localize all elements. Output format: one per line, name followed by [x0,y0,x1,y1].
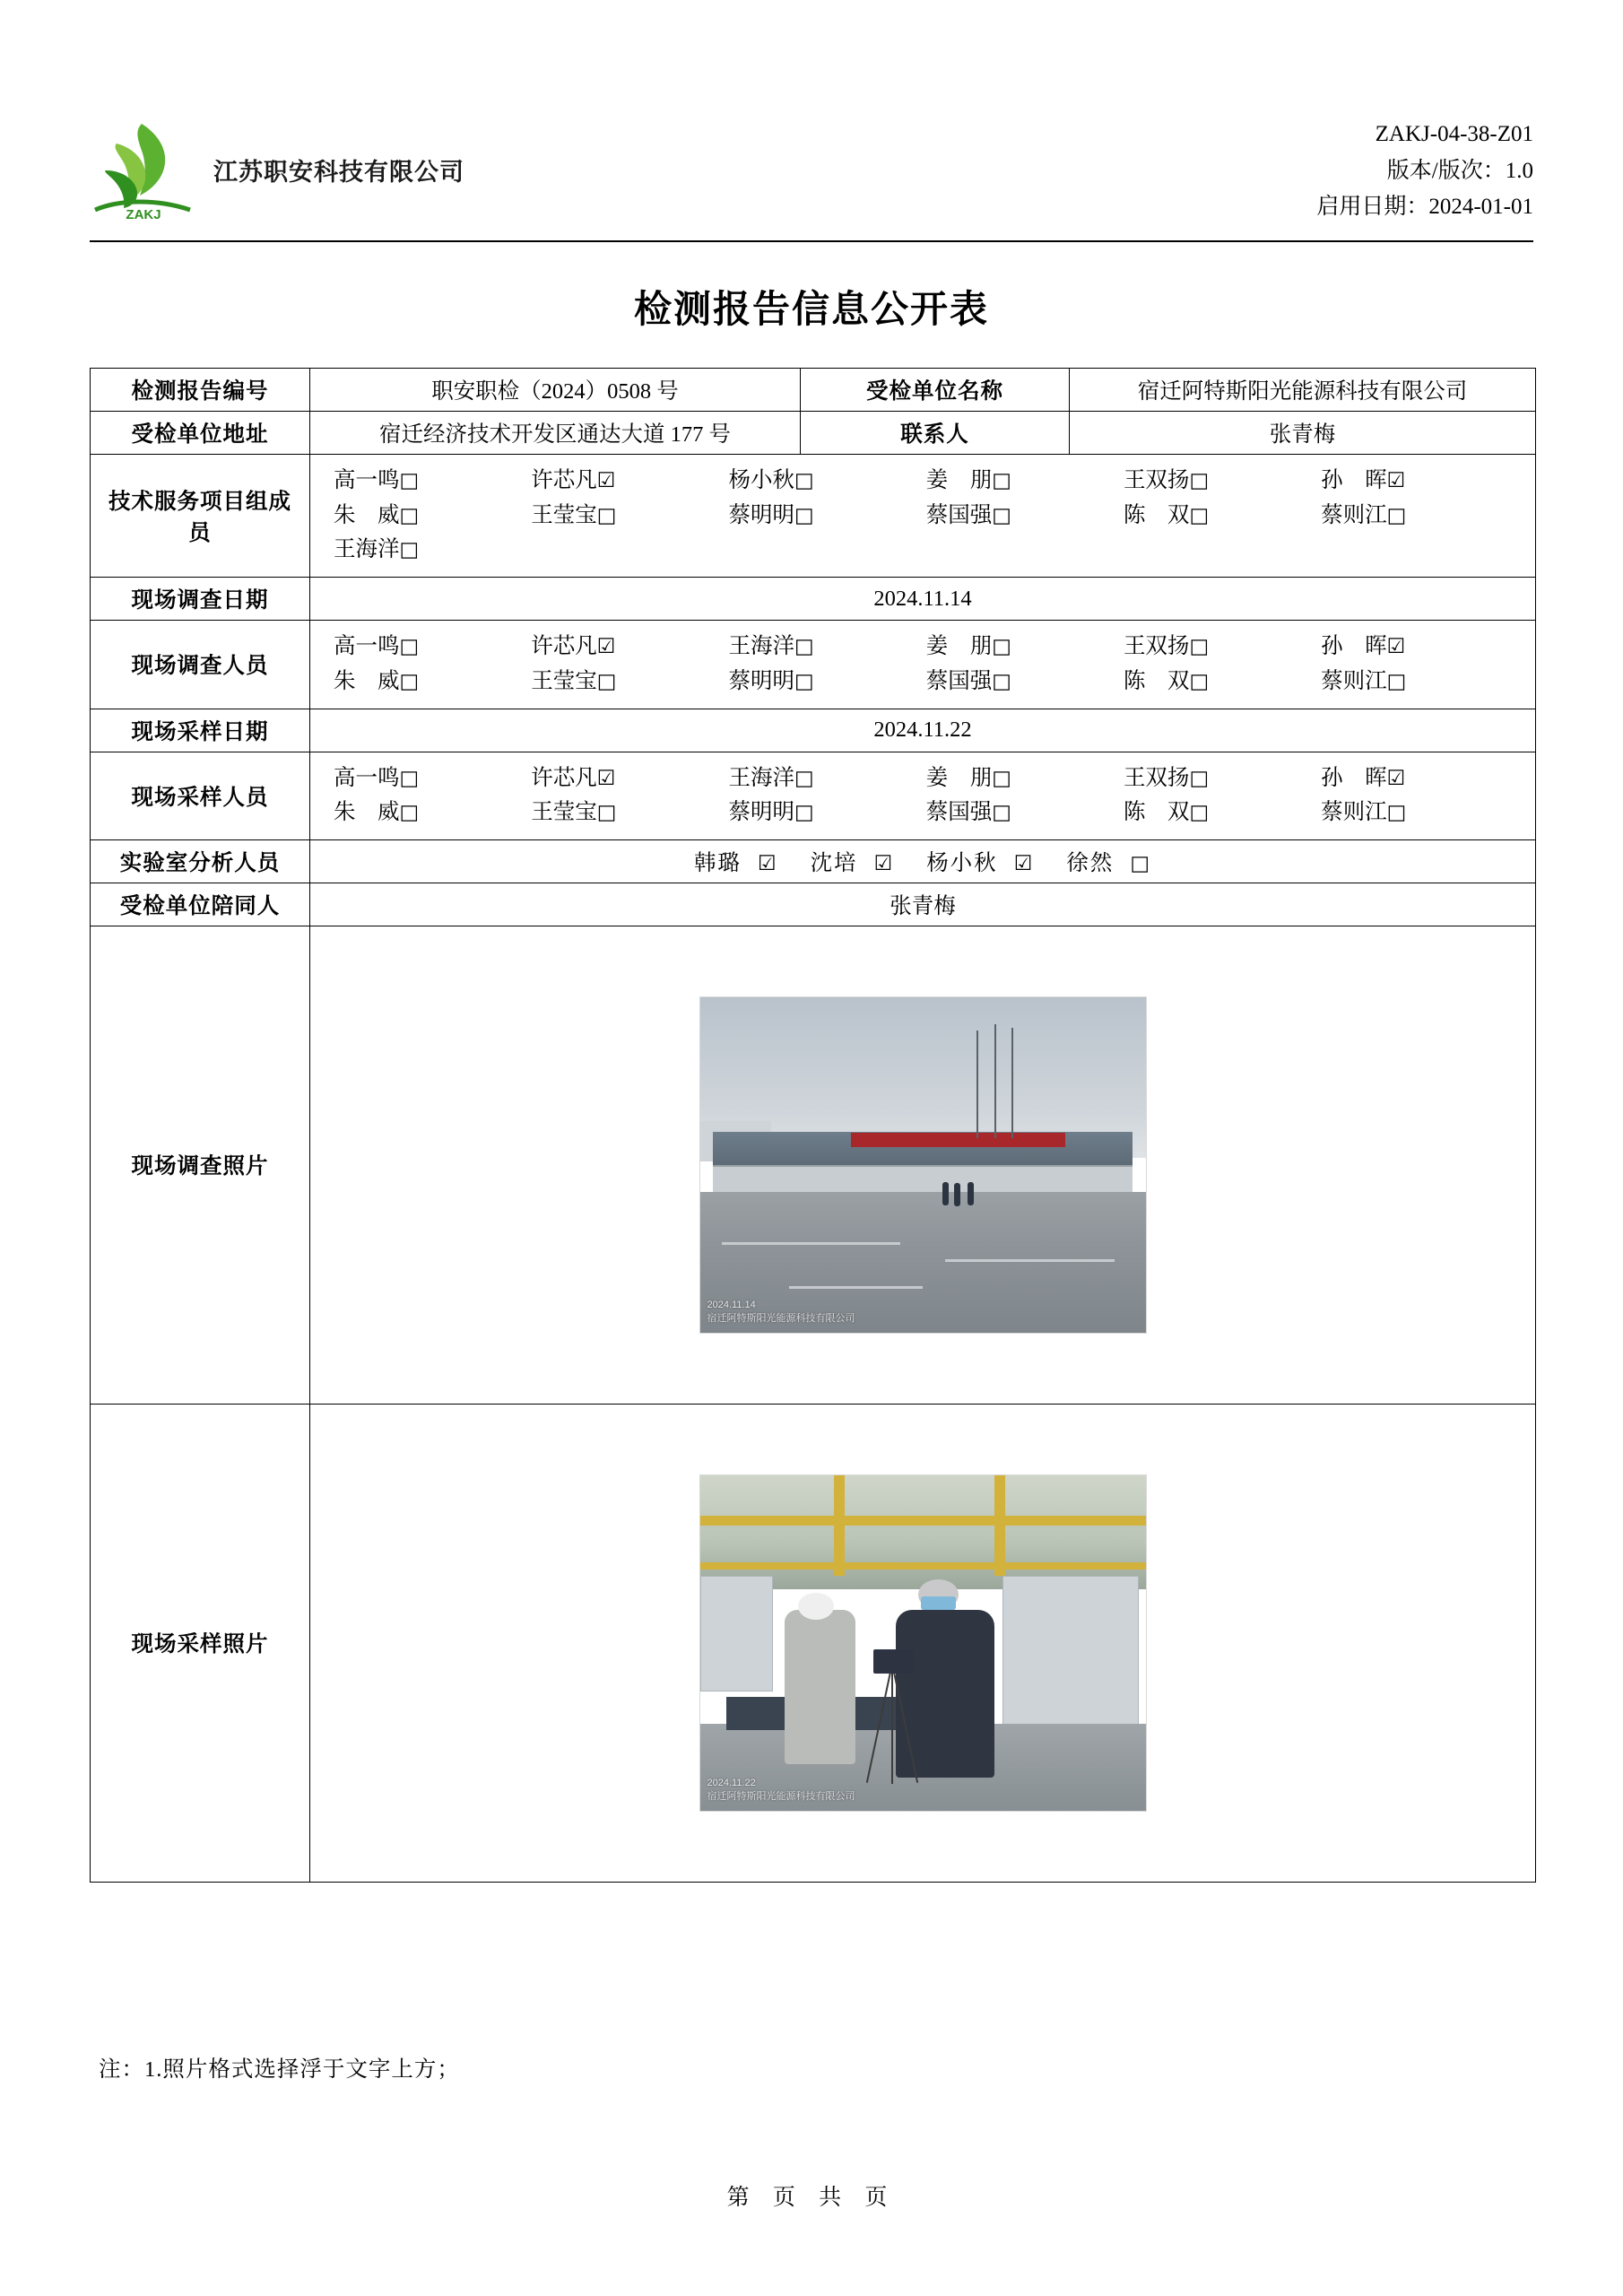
survey-staff-checkbox[interactable]: □ [1189,635,1210,659]
label-client-name: 受检单位名称 [801,369,1070,412]
table-row-lab-staff [91,839,1536,883]
survey-staff-checkbox[interactable]: □ [992,669,1011,693]
survey-staff-checkbox[interactable]: □ [794,669,814,693]
team-member-item[interactable] [1321,499,1518,534]
team-member-name: 高一鸣 [334,468,400,492]
zakj-logo-icon [90,117,197,222]
label-team: 技术服务项目组成员 [91,455,310,578]
table-row-escort [91,883,1536,926]
document-effective-date: 启用日期：2024-01-01 [1316,195,1533,219]
team-member-item[interactable] [926,464,1124,499]
sampling-staff-row [334,761,1519,796]
lab-staff-name: 沈培 [810,850,858,875]
survey-staff-checkbox[interactable]: □ [399,669,420,693]
sampling-staff-checkbox[interactable]: □ [992,766,1011,790]
sampling-staff-item[interactable] [728,796,925,831]
sampling-staff-item[interactable] [1124,796,1321,831]
team-member-name: 姜 朋 [925,468,993,492]
sampling-staff-checkbox[interactable]: □ [794,801,814,825]
survey-photo-stamp-text: 宿迁阿特斯阳光能源科技有限公司 [707,1313,855,1325]
team-member-name: 王双扬 [1123,468,1190,492]
team-member-item[interactable] [1124,464,1321,499]
company-name: 江苏职安科技有限公司 [213,158,464,186]
survey-staff-item[interactable] [334,665,531,700]
team-member-item[interactable] [531,464,728,499]
team-member-item[interactable] [334,464,531,499]
label-report-no: 检测报告编号 [91,369,310,412]
team-member-item[interactable] [334,499,531,534]
survey-staff-name: 姜 朋 [925,634,993,659]
survey-staff-checkbox[interactable]: ☑ [1386,635,1406,659]
sampling-staff-name: 王莹宝 [531,800,597,825]
table-row-report-no [91,369,1536,412]
survey-photo [699,996,1147,1334]
document-code: ZAKJ-04-38-Z01 [1375,122,1533,146]
value-lab-staff [310,839,1536,883]
team-member-name: 蔡明明 [728,502,794,527]
sampling-staff-checkbox[interactable]: □ [1386,801,1407,825]
lab-staff-checkbox[interactable]: ☑ [757,851,778,875]
team-member-checkbox[interactable]: □ [399,469,420,492]
team-member-name: 杨小秋 [728,468,794,492]
cell-sampling-photo [310,1404,1536,1882]
sampling-staff-name: 蔡则江 [1321,800,1387,825]
survey-staff-item[interactable] [1124,665,1321,700]
survey-staff-name: 蔡则江 [1321,668,1387,693]
sampling-staff-item[interactable] [1321,761,1518,796]
value-sampling-staff [310,752,1536,839]
sampling-staff-item[interactable] [531,796,728,831]
team-member-checkbox[interactable]: □ [794,503,814,527]
team-member-checkbox[interactable]: □ [1386,503,1407,527]
team-member-row [334,533,1519,568]
team-member-checkbox[interactable]: □ [596,503,617,527]
sampling-staff-item[interactable] [1321,796,1518,831]
table-row-survey-date [91,578,1536,621]
team-member-checkbox[interactable]: □ [992,469,1011,492]
document-version: 版本/版次：1.0 [1386,158,1533,183]
team-member-checkbox[interactable]: □ [1189,503,1210,527]
team-member-name: 陈 双 [1123,502,1190,527]
team-member-row [334,464,1519,499]
sampling-staff-name: 王双扬 [1123,765,1190,790]
survey-staff-checkbox[interactable]: □ [399,635,420,659]
label-client-address: 受检单位地址 [91,412,310,455]
footnote: 注：1.照片格式选择浮于文字上方； [99,2057,460,2082]
svg-text:ZAKJ: ZAKJ [126,207,161,222]
page-title: 检测报告信息公开表 [633,290,989,331]
header-meta [1316,117,1533,226]
sampling-photo-stamp-date: 2024.11.22 [707,1778,756,1789]
team-member-checkbox[interactable]: □ [992,503,1011,527]
survey-staff-name: 高一鸣 [334,634,400,659]
table-row-sampling-staff [91,752,1536,839]
lab-staff-list [317,846,1528,877]
value-sampling-date: 2024.11.22 [310,709,1536,752]
survey-staff-checkbox[interactable]: □ [992,635,1011,659]
team-member-name: 蔡则江 [1321,502,1387,527]
report-info-table [90,368,1536,1883]
document-header [90,117,1533,233]
team-member-checkbox[interactable]: □ [1189,469,1210,492]
team-member-item[interactable] [334,533,531,568]
table-row-survey-photo [91,926,1536,1404]
team-member-item[interactable] [728,499,925,534]
value-client-name: 宿迁阿特斯阳光能源科技有限公司 [1070,369,1536,412]
sampling-staff-row [334,796,1519,831]
value-team [310,455,1536,578]
label-contact: 联系人 [801,412,1070,455]
team-member-checkbox[interactable]: □ [399,538,420,562]
table-row-sampling-date [91,709,1536,752]
sampling-staff-item[interactable] [926,796,1124,831]
team-member-checkbox[interactable]: □ [794,469,814,492]
survey-staff-item[interactable] [531,630,728,665]
lab-staff-item[interactable] [1058,851,1159,875]
label-survey-date: 现场调查日期 [91,578,310,621]
label-escort: 受检单位陪同人 [91,883,310,926]
team-member-name: 朱 威 [334,502,400,527]
sampling-staff-name: 蔡明明 [728,800,794,825]
survey-staff-checkbox[interactable]: □ [794,635,814,659]
lab-staff-item[interactable] [686,851,786,875]
sampling-staff-name: 许芯凡 [531,765,597,790]
sampling-staff-name: 孙 晖 [1321,765,1387,790]
sampling-photo-stamp [707,1777,855,1804]
lab-staff-name: 韩璐 [693,850,742,875]
lab-staff-checkbox[interactable]: ☑ [1013,851,1035,875]
survey-staff-item[interactable] [531,665,728,700]
survey-staff-checkbox[interactable]: □ [1386,669,1407,693]
page-number-footer: 第 页 共 页 [726,2186,897,2210]
table-row-team [91,455,1536,578]
team-member-name: 王海洋 [334,537,400,562]
lab-staff-checkbox[interactable]: □ [1130,851,1152,875]
survey-staff-name: 蔡国强 [925,668,993,693]
team-member-checkbox[interactable]: ☑ [596,469,616,492]
sampling-staff-item[interactable] [334,796,531,831]
sampling-staff-checkbox[interactable]: □ [992,801,1011,825]
value-survey-date: 2024.11.14 [310,578,1536,621]
sampling-staff-item[interactable] [728,761,925,796]
sampling-staff-checkbox[interactable]: □ [794,766,814,790]
value-escort: 张青梅 [310,883,1536,926]
sampling-staff-item[interactable] [1124,761,1321,796]
lab-staff-name: 徐然 [1066,850,1115,875]
survey-staff-item[interactable] [926,665,1124,700]
sampling-staff-checkbox[interactable]: ☑ [1386,766,1406,790]
survey-staff-name: 朱 威 [334,668,400,693]
header-divider [90,240,1533,242]
survey-staff-row [334,630,1519,665]
lab-staff-item[interactable] [918,851,1042,875]
team-member-item[interactable] [728,464,925,499]
lab-staff-item[interactable] [803,851,903,875]
team-member-name: 王莹宝 [531,502,597,527]
survey-staff-checkbox[interactable]: □ [596,669,617,693]
survey-staff-item[interactable] [1321,665,1518,700]
sampling-photo-stamp-text: 宿迁阿特斯阳光能源科技有限公司 [707,1791,855,1803]
survey-staff-item[interactable] [334,630,531,665]
survey-staff-row [334,665,1519,700]
sampling-staff-checkbox[interactable]: ☑ [596,766,616,790]
value-report-no: 职安职检（2024）0508 号 [310,369,801,412]
survey-staff-name: 蔡明明 [728,668,794,693]
table-row-sampling-photo [91,1404,1536,1882]
lab-staff-checkbox[interactable]: ☑ [873,851,895,875]
sampling-staff-name: 蔡国强 [925,800,993,825]
value-survey-staff [310,621,1536,709]
sampling-staff-name: 姜 朋 [925,765,993,790]
sampling-staff-list [317,758,1528,834]
survey-staff-checkbox[interactable]: □ [1189,669,1210,693]
team-member-item[interactable] [926,499,1124,534]
sampling-staff-checkbox[interactable]: □ [399,766,420,790]
sampling-staff-name: 陈 双 [1123,800,1190,825]
team-member-name: 许芯凡 [531,468,597,492]
label-sampling-staff: 现场采样人员 [91,752,310,839]
label-survey-photo: 现场调查照片 [91,926,310,1404]
survey-staff-name: 陈 双 [1123,668,1190,693]
survey-staff-item[interactable] [728,665,925,700]
value-client-address: 宿迁经济技术开发区通达大道 177 号 [310,412,801,455]
survey-staff-item[interactable] [728,630,925,665]
team-member-item[interactable] [1124,499,1321,534]
team-member-checkbox[interactable]: □ [399,503,420,527]
sampling-staff-item[interactable] [926,761,1124,796]
survey-photo-stamp-date: 2024.11.14 [707,1300,756,1311]
team-member-list [317,460,1528,571]
team-member-item[interactable] [1321,464,1518,499]
sampling-staff-name: 高一鸣 [334,765,400,790]
survey-staff-item[interactable] [926,630,1124,665]
label-lab-staff: 实验室分析人员 [91,839,310,883]
survey-staff-item[interactable] [1124,630,1321,665]
sampling-staff-checkbox[interactable]: □ [596,801,617,825]
value-contact: 张青梅 [1070,412,1536,455]
survey-staff-item[interactable] [1321,630,1518,665]
sampling-staff-name: 朱 威 [334,800,400,825]
company-logo-block [90,117,464,222]
sampling-staff-item[interactable] [334,761,531,796]
sampling-staff-name: 王海洋 [728,765,794,790]
team-member-checkbox[interactable]: ☑ [1386,469,1406,492]
team-member-name: 孙 晖 [1321,468,1387,492]
team-member-name: 蔡国强 [925,502,993,527]
table-row-survey-staff [91,621,1536,709]
sampling-staff-checkbox[interactable]: □ [1189,766,1210,790]
survey-staff-checkbox[interactable]: ☑ [596,635,616,659]
sampling-photo [699,1474,1147,1812]
sampling-staff-item[interactable] [531,761,728,796]
label-survey-staff: 现场调查人员 [91,621,310,709]
sampling-staff-checkbox[interactable]: □ [399,801,420,825]
survey-staff-name: 孙 晖 [1321,634,1387,659]
label-sampling-photo: 现场采样照片 [91,1404,310,1882]
cell-survey-photo [310,926,1536,1404]
lab-staff-name: 杨小秋 [926,850,998,875]
survey-staff-name: 王双扬 [1123,634,1190,659]
survey-staff-name: 王海洋 [728,634,794,659]
survey-staff-name: 王莹宝 [531,668,597,693]
label-sampling-date: 现场采样日期 [91,709,310,752]
survey-staff-list [317,626,1528,702]
team-member-item[interactable] [531,499,728,534]
sampling-staff-checkbox[interactable]: □ [1189,801,1210,825]
survey-staff-name: 许芯凡 [531,634,597,659]
team-member-row [334,499,1519,534]
table-row-address [91,412,1536,455]
survey-photo-stamp [707,1299,855,1326]
